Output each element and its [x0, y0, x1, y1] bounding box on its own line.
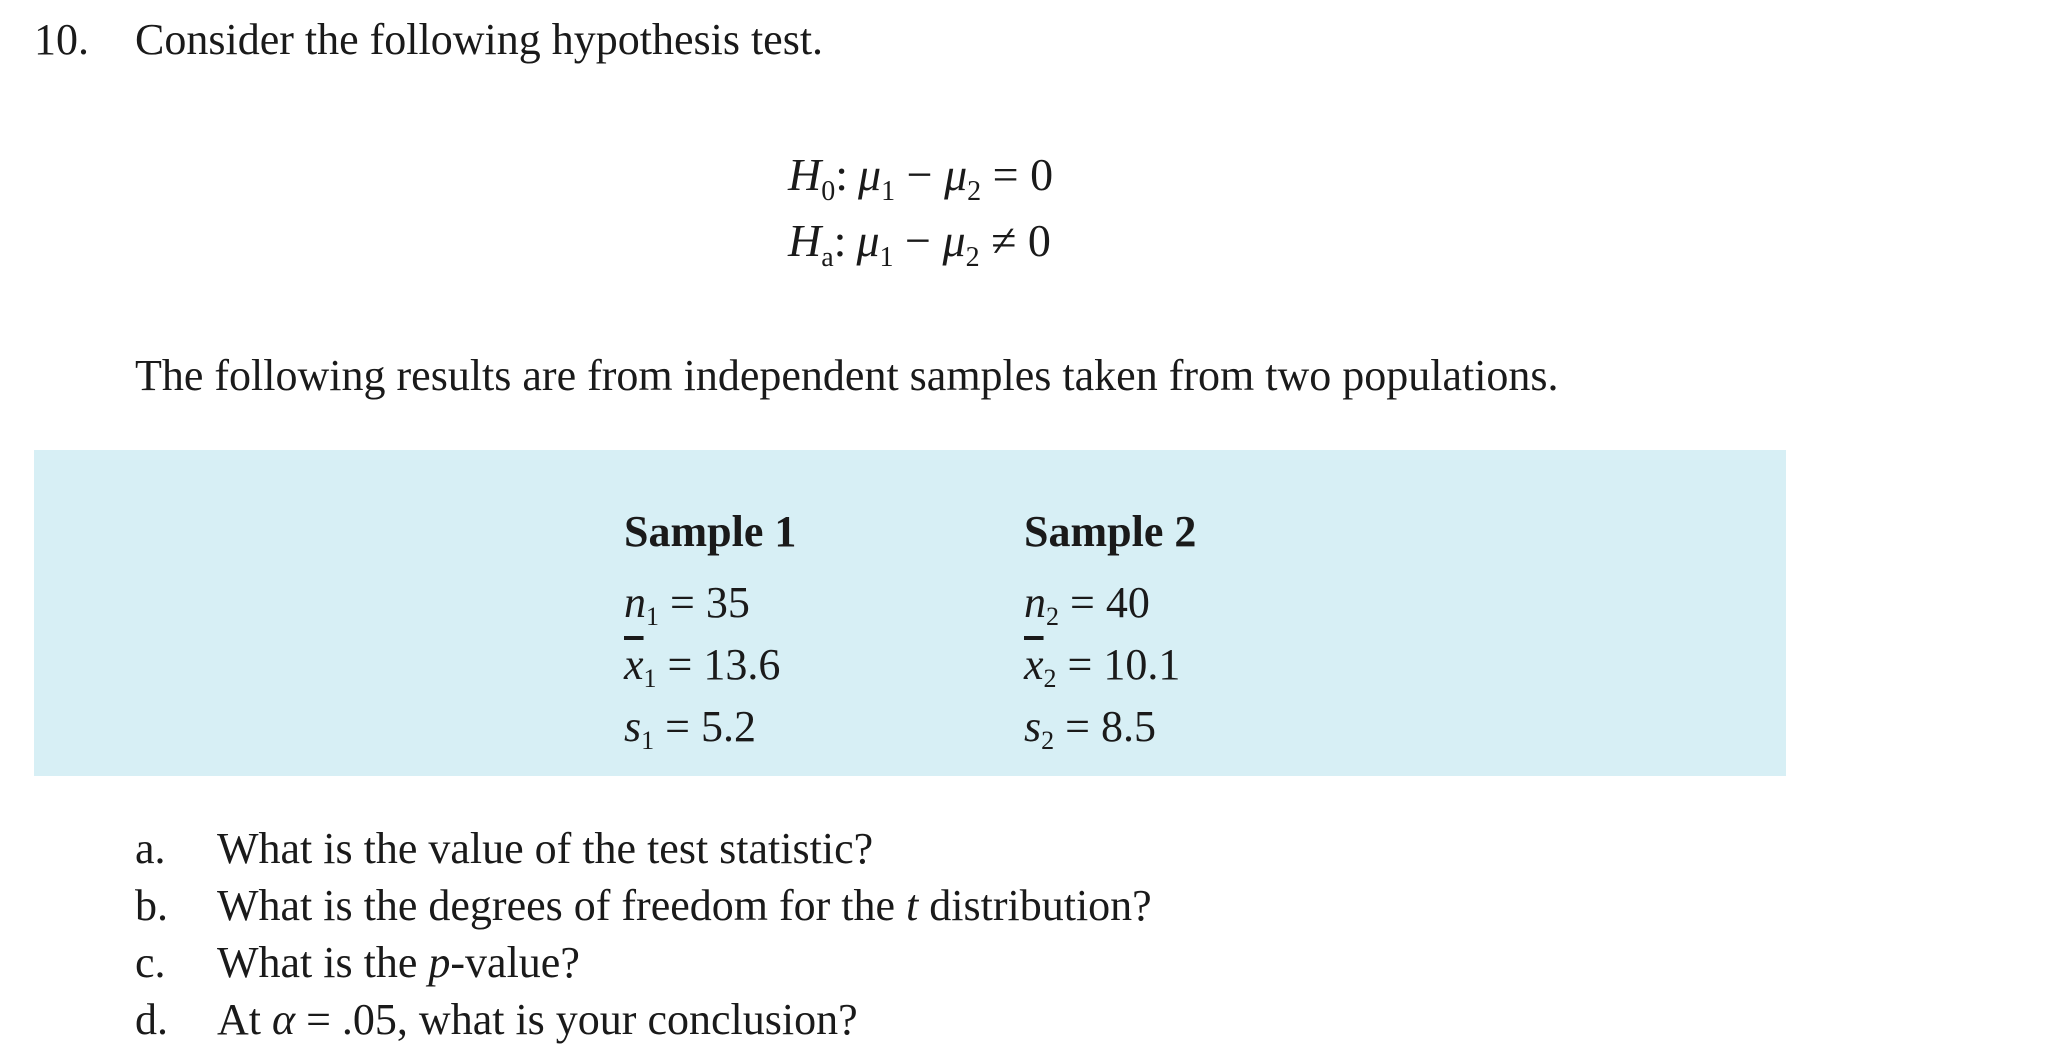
sample-2-sd: $s_2 = 8.5$ [1024, 702, 1156, 755]
question-text: What is the value of the test statistic? [217, 824, 874, 873]
sample-2-mean: $\overline{x}_2 = 10.1$ [1024, 640, 1181, 693]
sample-2-n: $n_2 = 40$ [1024, 578, 1150, 631]
null-hypothesis: $H_0$: $\mu_1 - \mu_2 = 0$ [788, 149, 1054, 207]
sample-1-mean: $\overline{x}_1 = 13.6$ [624, 640, 781, 693]
sample-data-panel [34, 450, 1786, 776]
question-letter: d. [135, 995, 168, 1044]
question-letter: c. [135, 938, 166, 987]
sample-1-header: Sample 1 [624, 507, 797, 556]
question-letter: a. [135, 824, 166, 873]
question-d: d. At α = .05, what is your conclusion? [135, 991, 1152, 1048]
sample-2-column [1024, 506, 1196, 765]
question-a [135, 820, 1152, 877]
sample-1-n: $n_1 = 35$ [624, 578, 750, 631]
samples-intro-text: The following results are from independent samples taken from two populations. [135, 351, 1559, 400]
question-list [135, 820, 1152, 1048]
question-c: c. What is the p-value? [135, 934, 1152, 991]
question-letter: b. [135, 881, 168, 930]
sample-2-header: Sample 2 [1024, 507, 1197, 556]
problem-prompt: Consider the following hypothesis test. [135, 15, 824, 64]
alternative-hypothesis: $H_a$: $\mu_1 - \mu_2 \ne 0$ [788, 215, 1051, 273]
problem-number: 10. [34, 15, 89, 64]
question-b: b. What is the degrees of freedom for the t distribution? [135, 877, 1152, 934]
sample-1-column [624, 506, 796, 765]
sample-1-sd: $s_1 = 5.2$ [624, 702, 756, 755]
